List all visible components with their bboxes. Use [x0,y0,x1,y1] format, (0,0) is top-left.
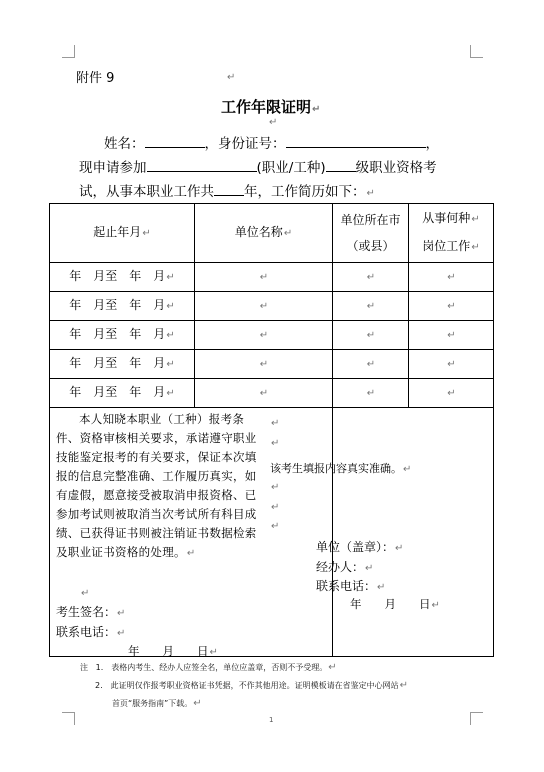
employer-phone-label[interactable]: 联系电话：↵ [316,579,386,593]
unit-cell[interactable]: ↵ [195,292,333,321]
occupation-label: (职业/工种) [256,160,326,176]
apply-prefix: 现申请参加 [79,160,147,176]
position-cell[interactable]: ↵ [409,321,494,350]
header-period: 起止年月↵ [50,204,195,263]
applicant-declaration-text: 本人知晓本职业（工种）报考条件、资格审核相关要求，承诺遵守职业技能鉴定报考的有关要求，保证本次填报的信息完整准确、工作履历真实，如有虚假，愿意接受被取消申报资格、已参加考试则被取消当次考试所有科目成绩、已获得证书则被注销证书数据检索及职业证书资格的处理。↵ [56,412,257,559]
table-row [50,263,494,292]
period-cell[interactable]: 年 月至 年 月↵ [50,321,195,350]
paragraph-mark: ↵ [271,418,280,429]
unit-cell[interactable]: ↵ [195,263,333,292]
title-text: 工作年限证明 [221,98,312,116]
location-cell[interactable]: ↵ [333,292,409,321]
crop-mark-bottom-right [470,712,483,725]
page-number: 1 [269,716,274,724]
position-cell[interactable]: ↵ [409,292,494,321]
crop-mark-top-right [470,45,483,58]
header-location: 单位所在市 （或县） [333,204,409,263]
period-cell[interactable]: 年 月至 年 月↵ [50,292,195,321]
employer-handler-label[interactable]: 经办人：↵ [316,560,374,574]
period-cell[interactable]: 年 月至 年 月↵ [50,350,195,379]
crop-mark-bottom-left [62,712,75,725]
crop-mark-top-left [62,45,75,58]
table-row [50,350,494,379]
header-position: 从事何种↵ 岗位工作↵ [409,204,494,263]
document-title: 工作年限证明↵ [221,98,321,116]
employer-statement: 该考生填报内容真实准确。↵ [270,462,412,475]
applicant-phone-label[interactable]: 联系电话：↵ [56,625,126,639]
unit-cell[interactable]: ↵ [195,379,333,408]
attachment-label [76,67,114,86]
id-label: ，身份证号： [204,136,286,152]
footnote-1: 注 1. 表格内考生、经办人应签全名，单位应盖章，否则不予受理。↵ [80,662,337,673]
paragraph-mark: ↵ [81,588,90,599]
name-blank[interactable] [145,133,205,148]
position-cell[interactable]: ↵ [409,263,494,292]
intro-line-1: 姓名： ，身份证号： ， [104,132,439,152]
paragraph-mark: ↵ [271,482,280,493]
location-cell[interactable]: ↵ [333,321,409,350]
location-cell[interactable]: ↵ [333,263,409,292]
footnote-2: 2. 此证明仅作报考职业资格证书凭据，不作其他用途。证明模板请在省鉴定中心网站↵ [95,680,409,691]
unit-cell[interactable]: ↵ [195,350,333,379]
years-blank[interactable] [214,181,244,196]
period-cell[interactable]: 年 月至 年 月↵ [50,263,195,292]
position-cell[interactable]: ↵ [409,379,494,408]
employer-verification-cell [333,408,494,657]
employer-date: 年 月 日↵ [350,597,440,611]
table-header-row [50,204,494,263]
attachment-text: 附件 9 [76,71,115,86]
paragraph-mark: ↵ [271,521,280,532]
paragraph-mark: ↵ [271,502,280,513]
intro-line-2 [79,156,437,176]
level-label: 级职业资格考 [355,160,437,176]
intro-line-3: 试，从事本职业工作共 年，工作简历如下：↵ [79,180,375,200]
id-blank[interactable] [286,133,426,148]
occupation-blank[interactable] [147,157,257,172]
table-row [50,321,494,350]
paragraph-mark: ↵ [269,117,278,128]
location-cell[interactable]: ↵ [333,379,409,408]
name-label: 姓名： [104,136,145,152]
period-cell[interactable]: 年 月至 年 月↵ [50,379,195,408]
unit-cell[interactable]: ↵ [195,321,333,350]
header-unit: 单位名称↵ [195,204,333,263]
paragraph-mark: ↵ [227,72,236,83]
employer-stamp-label[interactable]: 单位（盖章）：↵ [316,540,404,554]
table-row [50,379,494,408]
applicant-signature-label[interactable]: 考生签名：↵ [56,605,126,619]
table-row [50,292,494,321]
applicant-date: 年 月 日↵ [128,644,218,658]
location-cell[interactable]: ↵ [333,350,409,379]
paragraph-mark: ↵ [271,438,280,449]
position-cell[interactable]: ↵ [409,350,494,379]
level-blank[interactable] [326,157,356,172]
footnote-3: 首页“服务指南”下载。↵ [112,698,202,709]
